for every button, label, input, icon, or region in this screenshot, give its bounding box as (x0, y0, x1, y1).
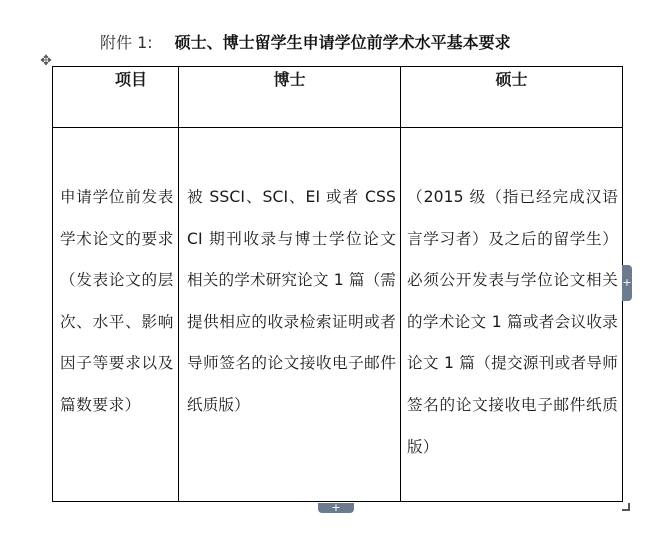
plus-icon: + (331, 501, 341, 514)
plus-icon: + (622, 276, 632, 289)
doctor-requirement-text: 被 SSCI、SCI、EI 或者 CSSCI 期刊收录与博士学位论文相关的学术研究论文 1 篇（需提供相应的收录检索证明或者导师签名的论文接收电子邮件纸质版） (187, 188, 396, 414)
header-doctor: 博士 (179, 67, 401, 128)
move-arrows-icon[interactable]: ✥ (40, 53, 52, 69)
header-item: 项目 (53, 67, 179, 128)
header-master: 硕士 (401, 67, 623, 128)
attachment-label: 附件 1: (100, 33, 153, 52)
add-row-button[interactable] (318, 503, 354, 513)
cell-item[interactable] (53, 128, 179, 502)
title-text: 硕士、博士留学生申请学位前学术水平基本要求 (174, 33, 511, 52)
cell-doctor[interactable] (179, 128, 401, 502)
document-title (100, 32, 511, 54)
resize-corner-icon[interactable] (622, 503, 630, 511)
item-text: 申请学位前发表学术论文的要求（发表论文的层次、水平、影响因子等要求以及篇数要求） (60, 188, 174, 414)
master-requirement-text: （2015 级（指已经完成汉语言学习者）及之后的留学生）必须公开发表与学位论文相关的学术论文 1 篇或者会议收录论文 1 篇（提交源刊或者导师签名的论文接收电子邮件纸质版） (407, 188, 618, 456)
table-row (53, 128, 623, 502)
add-column-button[interactable] (622, 265, 632, 301)
cell-master[interactable] (401, 128, 623, 502)
requirements-table (52, 66, 623, 502)
table-header-row (53, 67, 623, 128)
